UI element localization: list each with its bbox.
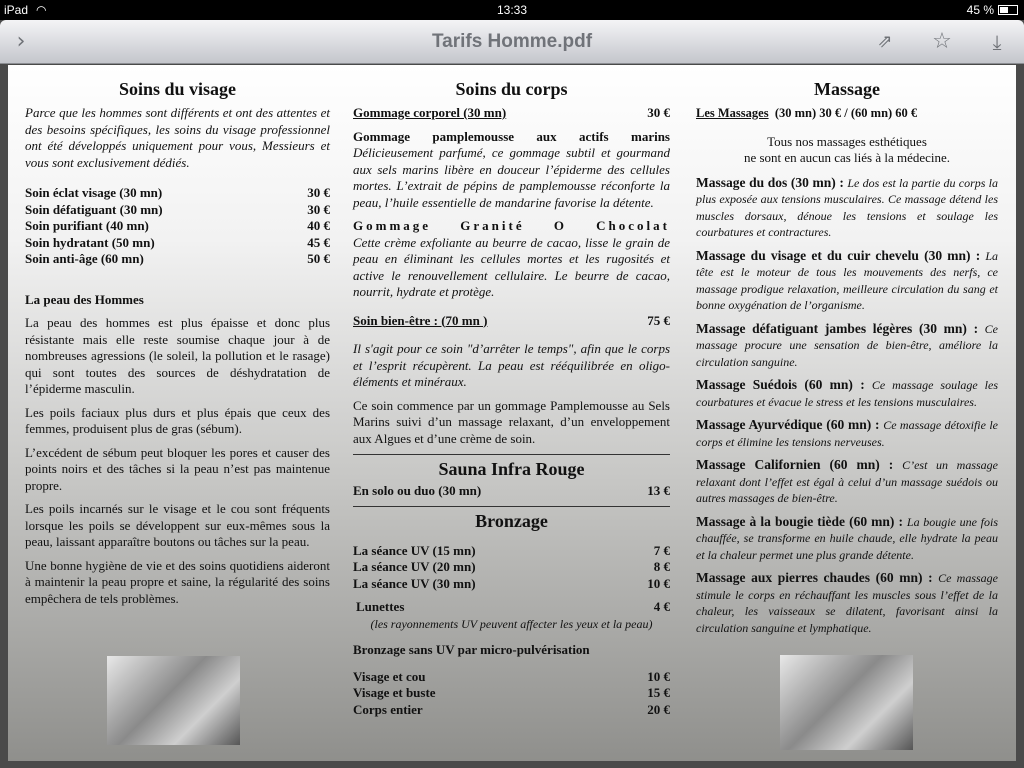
price-row <box>25 185 330 202</box>
download-icon[interactable]: ⤓ <box>992 30 1002 54</box>
item-price: 20 € <box>647 701 670 717</box>
massage-item: Massage à la bougie tiède (60 mn) : La bougie une fois chauffée, se transforme en huile chaude, elle hydrate la peau et la chaleur permet une plus grande détente. <box>696 513 999 562</box>
price-row <box>353 702 670 719</box>
section-title: Soins du corps <box>455 79 568 99</box>
item-name: Soin hydratant (50 mn) <box>25 234 155 250</box>
item-price: 50 € <box>307 251 330 266</box>
paragraph: Les poils faciaux plus durs et plus épais que ceux des femmes, produisent plus de gras (sébum). <box>25 404 330 436</box>
item-name: Visage et cou <box>353 668 426 684</box>
item-price: 40 € <box>307 218 330 233</box>
item-title: Gommage Granité O Chocolat <box>353 218 670 233</box>
price-list <box>25 185 330 268</box>
item-name: Visage et buste <box>353 685 436 700</box>
massage-item: Massage aux pierres chaudes (60 mn) : Ce massage stimule le corps en réchauffant les muscles sous l’effet de la chaleur, les vaisseaux se dilatent, favorisant ainsi la circulation sanguine et lymphatique. <box>696 570 998 635</box>
massage-item: Massage du dos (30 mn) : Le dos est la partie du corps la plus exposée aux tensions musculaires. Ce massage détend les muscles dorsaux, dénoue les tensions et soulage les courbatures et contractures. <box>696 174 999 239</box>
clock: 13:33 <box>496 3 528 17</box>
item-name: Soin anti-âge (60 mn) <box>25 251 144 266</box>
item-price: 30 € <box>307 185 330 200</box>
divider <box>353 506 670 507</box>
face-massage-photo <box>107 656 240 745</box>
item-name: La séance UV (15 mn) <box>353 542 476 558</box>
price-row <box>353 543 670 560</box>
price-row <box>353 669 670 686</box>
item-price: 30 € <box>307 201 330 217</box>
price-row <box>25 251 330 268</box>
massage-item: Massage Suédois (60 mn) : Ce massage soulage les courbatures et évacue le stress et les tensions musculaires. <box>696 377 999 409</box>
intro-text: Parce que les hommes sont différents et ont des attentes et des besoins spécifiques, les soins du visage professionnel ont été développés uniquement pour vous, Messieurs et vous sont exclusivement dédiés. <box>25 105 330 170</box>
item-name: La séance UV (30 mn) <box>353 575 476 591</box>
pdf-page <box>8 65 1016 761</box>
price-row <box>353 576 670 593</box>
back-massage-photo <box>780 655 913 750</box>
device-label: iPad <box>4 3 29 17</box>
section-title: Massage <box>814 79 880 99</box>
column-visage <box>25 77 330 614</box>
battery-icon <box>998 5 1018 15</box>
subsection-title: Bronzage sans UV par micro-pulvérisation <box>353 642 590 657</box>
share-icon[interactable]: ⇗ <box>877 31 893 52</box>
navigation-bar <box>0 20 1024 64</box>
document-title: Tarifs Homme.pdf <box>431 31 593 52</box>
item-title: Gommage pamplemousse aux actifs marins <box>353 128 670 144</box>
section-title: Sauna Infra Rouge <box>438 459 585 479</box>
wifi-icon: ◠ <box>36 3 47 17</box>
price-row <box>353 685 670 702</box>
massage-item: Massage Ayurvédique (60 mn) : Ce massage détoxifie le corps et élimine les tensions nerveuses. <box>696 417 999 449</box>
section-title: Bronzage <box>475 510 548 531</box>
item-name: Soin purifiant (40 mn) <box>25 218 149 233</box>
battery-percent: 45 % <box>966 3 994 17</box>
paragraph: La peau des hommes est plus épaisse et donc plus résistante mais elle reste soumise chaque jour à de nombreuses agressions (le soleil, la pollution et le rasage) qui sont toutes des sources de déshydratation de l’épiderme masculin. <box>25 315 330 396</box>
paragraph: Les poils incarnés sur le visage et le cou sont fréquents lorsque les poils se développent sur eux-mêmes sous la peau, laissant apparaître boutons ou tâches sur la peau. <box>25 501 330 549</box>
item-name: La séance UV (20 mn) <box>353 559 476 574</box>
status-bar <box>0 0 1024 20</box>
divider <box>353 454 670 455</box>
item-price: 45 € <box>307 234 330 250</box>
peau-text <box>25 315 330 607</box>
item-name: Soin défatiguant (30 mn) <box>25 201 163 217</box>
massage-item: Massage du visage et du cuir chevelu (30 mn) : La tête est le moteur de tous les mouvements des nerfs, ce massage prodigue relaxation, meilleure circulation du sang et bonne oxygénation de l’organisme. <box>696 247 998 312</box>
price-row: Gommage corporel (30 mn) 30 € <box>353 105 670 120</box>
chevron-right-icon[interactable]: › <box>16 29 26 54</box>
column-corps: Soins du corps Gommage corporel (30 mn) 30 € Gommage pamplemousse aux actifs marins Délicieusement parfumé, ce gommage subtil et gourmand aux sels marins libère en douceur l’épiderme des cellules mortes. L’extrait de pépins de pamplemousse réconforte la peau, l’huile essentielle de mandarine favorise la détente. Gommage Granité O Chocolat Cette crème exfoliante au beurre de cacao, lisse le grain de peau en éliminant les cellules mortes et les rugosités et active le renouvellement cellulaire. Le beurre de cacao, nourrit, hydrate et protège. Soin bien-être : (70 mn ) 75 € Il s'agit pour ce soin "d’arrêter le temps", afin que le corps et l’esprit récupèrent. La peau est rééquilibrée en oligo-éléments et minéraux. Ce soin commence par un gommage Pamplemousse au Sels Marins suivi d’un massage relaxant, d’un enveloppement aux Algues et d’une crème de soin. Sauna Infra Rouge En solo ou duo (30 mn) 13 € Bronzage La séance UV (15 mn) 7 € La séance UV (20 mn) 8 € La séance UV (30 mn) 10 € Lunettes 4 € (les rayonnements UV peuvent affecter les yeux et la peau) Bronzage sans UV par micro-pulvérisation Visage et cou 10 € Visage et buste 15 € Corps entier 20 € <box>353 79 670 717</box>
price-row: Soin bien-être : (70 mn ) 75 € <box>353 312 670 328</box>
item-price: 7 € <box>653 542 670 558</box>
item-price: 15 € <box>647 685 670 700</box>
price-row: En solo ou duo (30 mn) 13 € <box>353 483 670 498</box>
paragraph: L’excédent de sébum peut bloquer les pores et causer des points noirs et des tâches si la peau n’est pas maintenue propre. <box>25 444 330 493</box>
column-massage: Massage Les Massages (30 mn) 30 € / (60 mn) 60 € Tous nos massages esthétiques ne sont en aucun cas liés à la médecine. Massage du dos (30 mn) : Le dos est la partie du corps la plus exposée aux tensions musculaires. Ce massage détend les muscles dorsaux, dénoue les tensions et soulage les courbatures et contractures. Massage du visage et du cuir chevelu (30 mn) : La tête est le moteur de tous les mouvements des nerfs, ce massage prodigue relaxation, meilleure circulation du sang et bonne oxygénation de l’organisme. Massage défatiguant jambes légères (30 mn) : Ce massage procure une sensation de bien-être, améliore la circulation sanguine. Massage Suédois (60 mn) : Ce massage soulage les courbatures et évacue le stress et les tensions musculaires. Massage Ayurvédique (60 mn) : Ce massage détoxifie le corps et élimine les tensions nerveuses. Massage Californien (60 mn) : C’est un massage relaxant dont l’effet est égal à celui d’un massage suédois ou autres massages de bien-être. Massage à la bougie tiède (60 mn) : La bougie une fois chauffée, se transforme en huile chaude, elle hydrate la peau et la chaleur permet une plus grande détente. Massage aux pierres chaudes (60 mn) : Ce massage stimule le corps en réchauffant les muscles sous l’effet de la chaleur, les vaisseaux se dilatent, favorisant ainsi la circulation sanguine et lymphatique. <box>696 79 999 635</box>
section-title: Soins du visage <box>118 79 237 99</box>
price-row: Lunettes 4 € <box>356 599 670 614</box>
massage-item: Massage défatiguant jambes légères (30 mn) : Ce massage procure une sensation de bien-être, améliore la circulation sanguine. <box>696 320 998 369</box>
paragraph: Une bonne hygiène de vie et des soins quotidiens aideront à maintenir la peau propre et saine, la régularité des soins empêchera de tels problèmes. <box>25 557 330 606</box>
item-price: 10 € <box>647 575 670 591</box>
price-row <box>25 235 330 252</box>
subsection-title: La peau des Hommes <box>25 291 144 307</box>
price-row <box>353 559 670 576</box>
massage-item: Massage Californien (60 mn) : C’est un massage relaxant dont l’effet est égal à celui d’un massage suédois ou autres massages de bien-être. <box>696 457 998 505</box>
item-price: 10 € <box>647 668 670 684</box>
price-row <box>25 202 330 219</box>
star-icon[interactable]: ☆ <box>932 29 952 54</box>
item-name: Corps entier <box>353 701 423 717</box>
item-name: Soin éclat visage (30 mn) <box>25 185 163 200</box>
item-price: 8 € <box>653 559 670 574</box>
price-row <box>25 218 330 235</box>
